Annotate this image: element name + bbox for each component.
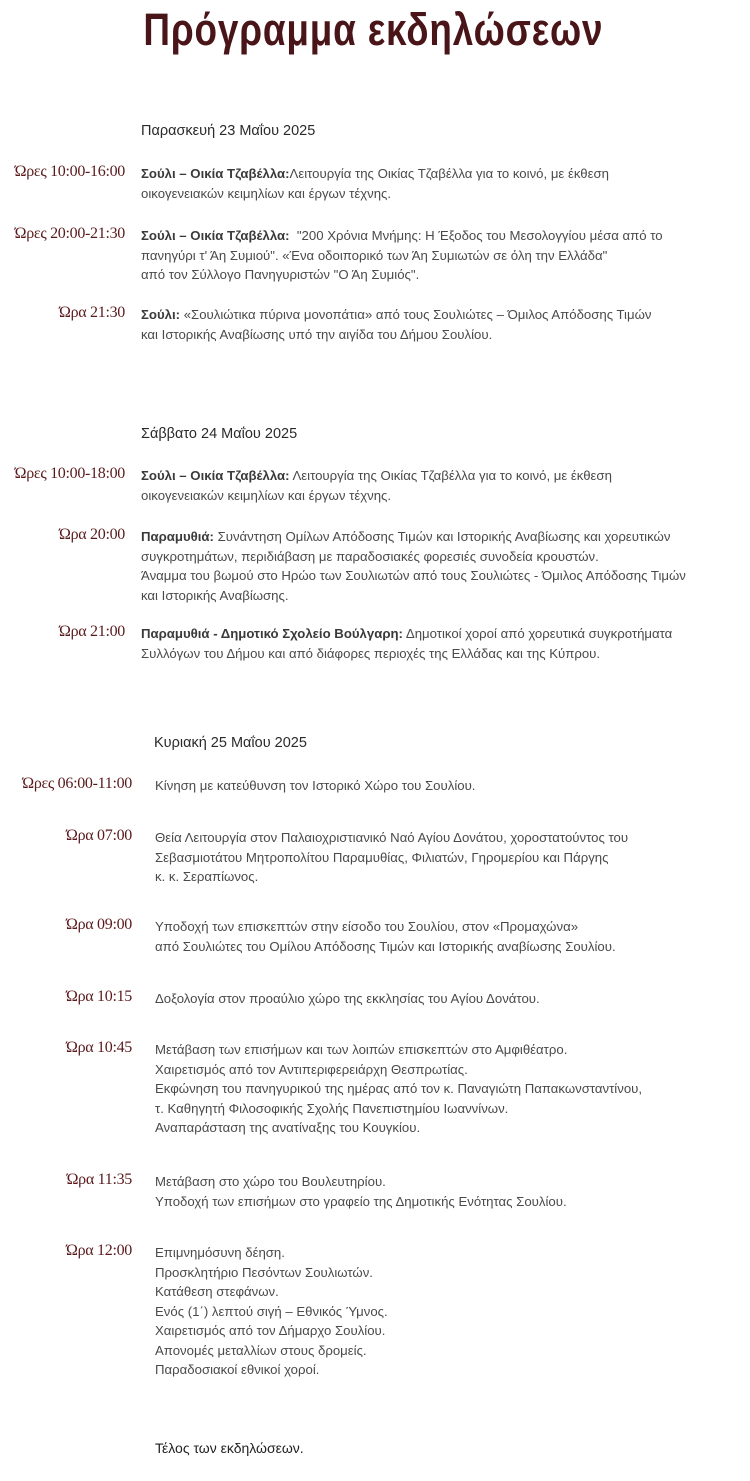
description-line (141, 164, 609, 184)
description-line: Συλλόγων του Δήμου και από διάφορες περιοχές της Ελλάδας και της Κύπρου. (141, 645, 601, 661)
description-line: τ. Καθηγητή Φιλοσοφικής Σχολής Πανεπιστημίου Ιωαννίνων. (155, 1100, 509, 1116)
event-time: Ώρα 07:00 (65, 827, 132, 844)
description-line: και Ιστορικής Αναβίωσης. (141, 587, 289, 603)
description-line: Μετάβαση στο χώρο του Βουλευτηρίου. (155, 1174, 386, 1189)
description-line (141, 466, 612, 486)
description-line: συγκροτημάτων, περιδιάβαση με παραδοσιακές φορεσιές συνοδεία κρουστών. (141, 548, 599, 564)
description-line: Υποδοχή των επισήμων στο γραφείο της Δημοτικής Ενότητας Σουλίου. (155, 1193, 567, 1209)
description-line: Υποδοχή των επισκεπτών στην είσοδο του Σουλίου, στον «Προμαχώνα» (155, 919, 579, 934)
event-time: Ώρες 06:00-11:00 (22, 775, 132, 792)
description-line: Χαιρετισμός από τον Δήμαρχο Σουλίου. (155, 1323, 386, 1338)
description-line: οικογενειακών κειμηλίων και έργων τέχνης. (141, 487, 392, 503)
event-description (141, 624, 672, 663)
event-place: Σούλι: (141, 307, 181, 322)
event-time: Ώρα 09:00 (65, 916, 132, 933)
description-line (141, 624, 672, 644)
description-line: Αναπαράσταση της ανατίναξης του Κουγκίου. (155, 1120, 421, 1135)
description-line (141, 226, 663, 246)
description-line: Άναμμα του βωμού στο Ηρώο των Σουλιωτών από τους Σουλιώτες - Όμιλος Απόδοσης Τιμών (141, 568, 686, 583)
description-line: Δοξολογία στον προαύλιο χώρο της εκκλησίας του Αγίου Δονάτου. (155, 991, 540, 1006)
event-description (155, 989, 540, 1009)
event-time: Ώρα 10:15 (65, 988, 132, 1005)
description-line: οικογενειακών κειμηλίων και έργων τέχνης. (141, 185, 392, 201)
event-description (141, 226, 663, 285)
end-note: Τέλος των εκδηλώσεων. (155, 1440, 304, 1456)
description-text: "200 Χρόνια Μνήμης: Η Έξοδος του Μεσολογγίου μέσα από το (289, 228, 663, 243)
description-line (141, 527, 686, 547)
description-line: Κίνηση με κατεύθυνση τον Ιστορικό Χώρο του Σουλίου. (155, 778, 476, 793)
description-line: Κατάθεση στεφάνων. (155, 1284, 279, 1299)
description-text: Λειτουργία της Οικίας Τζαβέλλα για το κοινό, με έκθεση (289, 166, 609, 181)
description-line: κ. κ. Σεραπίωνος. (155, 869, 259, 884)
event-time: Ώρες 10:00-18:00 (14, 465, 125, 482)
description-line: από Σουλιώτες του Ομίλου Απόδοσης Τιμών και Ιστορικής αναβίωσης Σουλίου. (155, 938, 616, 954)
description-line: Ενός (1΄) λεπτού σιγή – Εθνικός Ύμνος. (155, 1303, 388, 1319)
description-line: Μετάβαση των επισήμων και των λοιπών επισκεπτών στο Αμφιθέατρο. (155, 1042, 568, 1057)
description-text: «Σουλιώτικα πύρινα μονοπάτια» από τους Σουλιώτες – Όμιλος Απόδοσης Τιμών (180, 307, 652, 322)
description-text: Δημοτικοί χοροί από χορευτικά συγκροτήματα (402, 626, 673, 641)
day-heading: Κυριακή 25 Μαΐου 2025 (154, 735, 307, 751)
description-text: Λειτουργία της Οικίας Τζαβέλλα για το κοινό, με έκθεση (289, 468, 612, 483)
description-line: Απονομές μεταλλίων στους δρομείς. (155, 1342, 367, 1358)
event-description (141, 527, 686, 605)
event-time: Ώρα 21:30 (58, 304, 125, 321)
event-place: Σούλι – Οικία Τζαβέλλα: (141, 166, 290, 181)
event-description (141, 466, 612, 505)
day-heading: Σάββατο 24 Μαΐου 2025 (141, 426, 298, 442)
event-place: Παραμυθιά: (141, 529, 214, 544)
event-time: Ώρα 10:45 (65, 1039, 132, 1056)
event-description (155, 1172, 567, 1211)
description-line: πανηγύρι τ' Άη Συμιού". «Ένα οδοιπορικό των Άη Συμιωτών σε όλη την Ελλάδα" (141, 247, 608, 263)
event-description (155, 917, 616, 956)
description-text: Συνάντηση Ομίλων Απόδοσης Τιμών και Ιστορικής Αναβίωσης και χορευτικών (213, 529, 671, 544)
event-place: Παραμυθιά - Δημοτικό Σχολείο Βούλγαρη: (141, 626, 403, 641)
description-line: Προσκλητήριο Πεσόντων Σουλιωτών. (155, 1264, 373, 1280)
event-description (155, 828, 628, 887)
event-description (141, 305, 651, 344)
event-description (155, 776, 475, 796)
description-line: και Ιστορικής Αναβίωσης υπό την αιγίδα του Δήμου Σουλίου. (141, 326, 493, 342)
event-time: Ώρα 12:00 (65, 1242, 132, 1259)
description-line: Θεία Λειτουργία στον Παλαιοχριστιανικό Ναό Αγίου Δονάτου, χοροστατούντος του (155, 830, 629, 845)
description-line (141, 305, 651, 325)
event-description (141, 164, 609, 203)
description-line: Σεβασμιοτάτου Μητροπολίτου Παραμυθίας, Φιλιατών, Γηρομερίου και Πάργης (155, 849, 609, 865)
day-heading: Παρασκευή 23 Μαΐου 2025 (141, 123, 316, 139)
event-time: Ώρα 20:00 (58, 526, 125, 543)
description-line: Παραδοσιακοί εθνικοί χοροί. (155, 1362, 320, 1377)
event-time: Ώρα 11:35 (66, 1171, 132, 1188)
event-description (155, 1243, 388, 1380)
event-time: Ώρα 21:00 (58, 623, 125, 640)
event-place: Σούλι – Οικία Τζαβέλλα: (141, 468, 290, 483)
description-line: Εκφώνηση του πανηγυρικού της ημέρας από τον κ. Παναγιώτη Παπακωνσταντίνου, (155, 1081, 643, 1096)
page-title: Πρόγραμμα εκδηλώσεων (143, 4, 604, 55)
description-line: Χαιρετισμός από τον Αντιπεριφερειάρχη Θεσπρωτίας. (155, 1061, 468, 1077)
event-description (155, 1040, 642, 1138)
event-place: Σούλι – Οικία Τζαβέλλα: (141, 228, 290, 243)
description-line: Επιμνημόσυνη δέηση. (155, 1245, 285, 1260)
event-time: Ώρες 10:00-16:00 (14, 163, 125, 180)
description-line: από τον Σύλλογο Πανηγυριστών "Ο Άη Συμιός". (141, 267, 420, 282)
event-time: Ώρες 20:00-21:30 (14, 225, 125, 242)
